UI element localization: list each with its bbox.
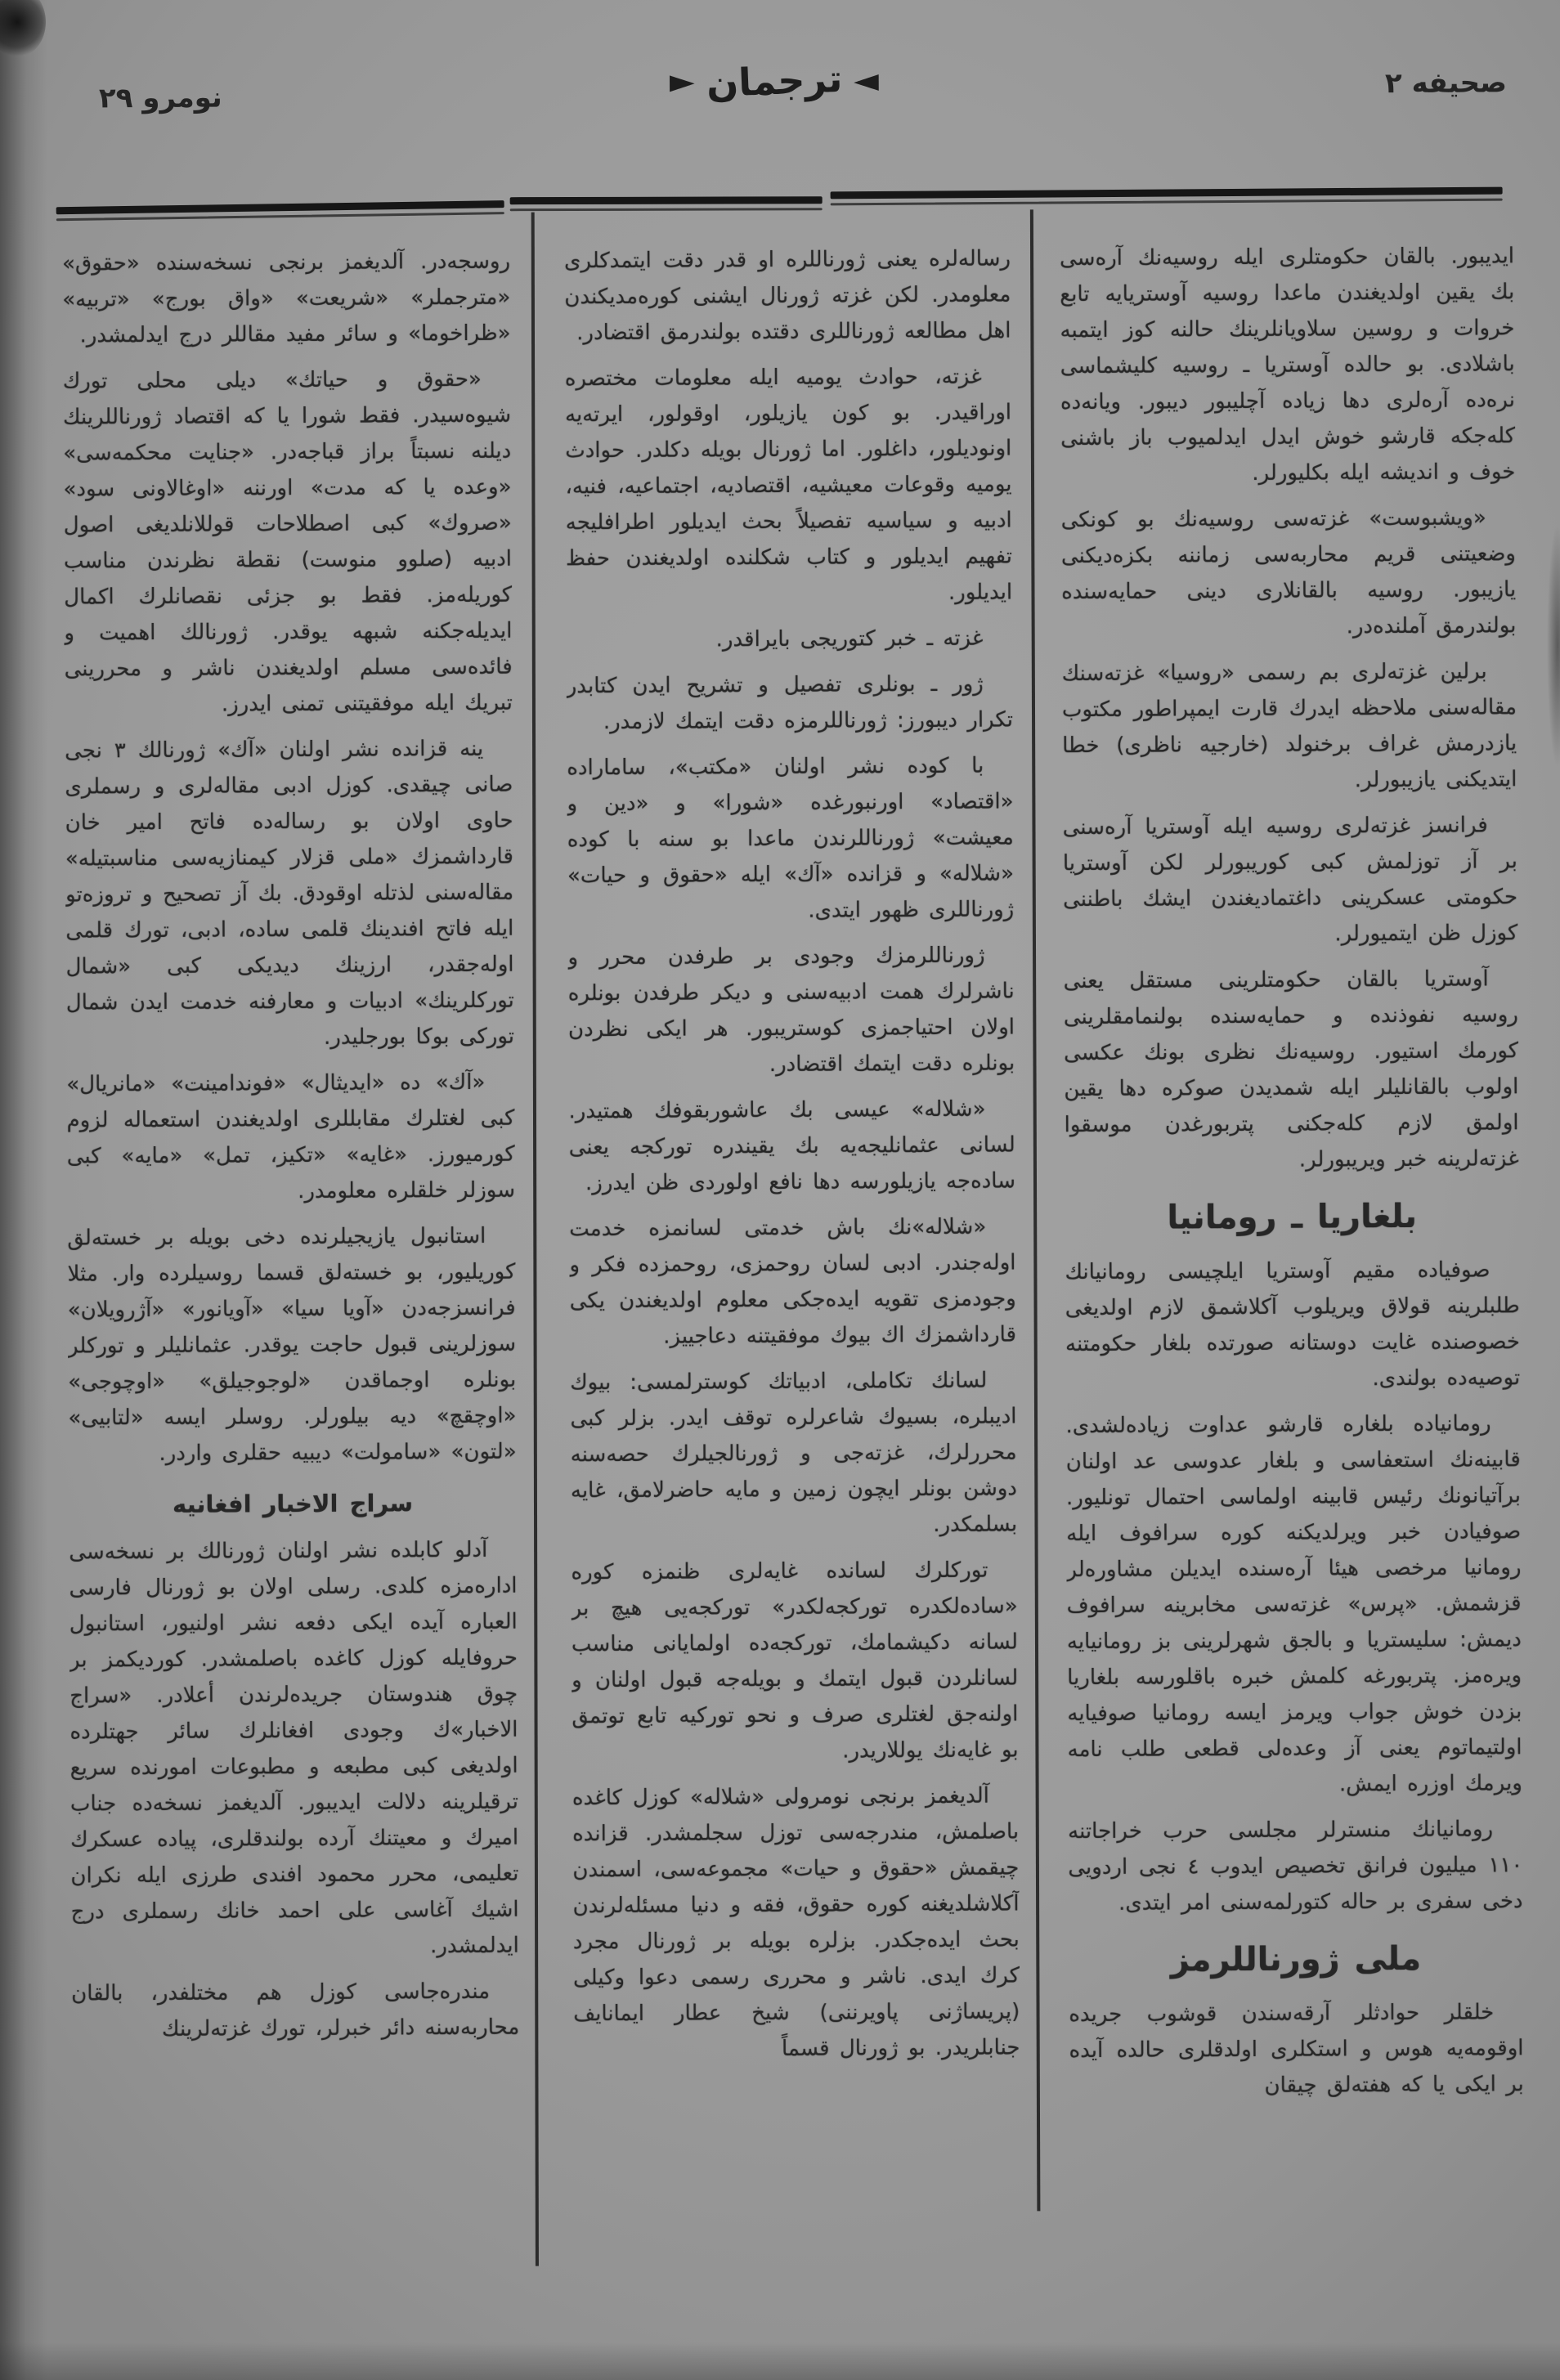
- article-paragraph: فرانسز غزتەلرى روسيه ايله آوستريا آرەسنى بر آز توزلمش كبى كوريبورلر لكن آوستريا حكومتى عسكرينى داغتماديغندن ايشك باطننى كوزل ظن ايتميورلر.: [1062, 813, 1518, 947]
- article-paragraph: رومانيانك منسترلر مجلسى حرب خراجاتنه ١١٠ ميليون فرانق تخصيص ايدوب ٤ نجى اردويى دخى سفرى بر حاله كتورلمەسنى امر ايتدى.: [1068, 1817, 1523, 1916]
- article-paragraph: ژور ـ بونلرى تفصيل و تشريح ايدن كتابدر تكرار ديبورز: ژورناللرمزه دقت ايتمك لازمدر.: [566, 671, 1014, 735]
- column-separator-line: [531, 213, 539, 2266]
- header-rule-segment: [56, 200, 504, 220]
- article-paragraph: ينه قزانده نشر اولنان «آك» ژورنالك ٣ نجى صانى چيقدى. كوزل ادبى مقالەلرى و رسملرى حاوى اولان بو رسالەده فاتح امير خان قارداشمزك «ملى قزلار كيمنازيەسى مناسبتيله» مقالەسنى لذتله اوقودق. بك آز تصحيح و تروزەتو ايله فاتح افندينك قلمى ساده، ادبى، تورك قلمى اولەجقدر، ارزينك ديديكى كبى «شمال توركلرينك» ادبيات و معارفنه خدمت ايدن شمال توركى بوكا بورجليدر.: [65, 736, 515, 1050]
- article-paragraph: آلديغمز برنجى نومرولى «شلاله» كوزل كاغده باصلمش، مندرجەسى توزل سجلمشدر. قزانده چيقمش «حقوق و حيات» مجموعەسى، اسمندن آكلاشلديغنه كوره حقوق، فقه و دنيا مسئلەلرندن بحث ايدەجكدر. بزلره بويله بر ژورنال مجرد كرك ايدى. ناشر و محررى رسمى دعوا وكيلى (پريساژنى پاويرننى) شيخ عطار ايمانايف جنابلريدر. بو ژورنال قسماً: [572, 1783, 1020, 2062]
- section-heading-national-journals: ملى ژورناللرمز: [1170, 1939, 1422, 1979]
- article-paragraph: آوستريا بالقان حكومتلرينى مستقل يعنى روسيه نفوذنده و حمايەسنده بولنمامقلرينى كورمك استيور. روسيەنك نظرى بونك عكسى اولوب بالقانليلر ايله شمديدن صوكره دها يقين اولمق لازم كلەجكنى پتربورغدن موسقوا غزتەلرينه خبر ويريبورلر.: [1063, 966, 1519, 1172]
- column-left: [62, 244, 521, 2339]
- article-paragraph: رومانيادە بلغاره قارشو عداوت زيادەلشدى. قابينەنك استعفاسى و بلغار عدوسى عد اولنان برآتيانونك رئيس قابينه اولماسى احتمال تونليور. صوفيادن خبر ويرلديكنه كوره سرافوف ايله رومانيا مرخصى هيئا آرەسنده ايديلن مشاورەلر قزشمش. «پرس» غزتەسى مخابرينه سرافوف ديمش: سليستريا و بالجق شهرلرينى بز رومانيايه ويرەمز. پتربورغه كلمش خبره باقلورسه بلغاريا بزدن خوش جواب ويرمز ايسه رومانيا صوفيايه اولتيماتوم يعنى آز وعدەلى قطعى طلب نامه ويرمك اوزره ايمش.: [1065, 1411, 1522, 1797]
- article-paragraph: خلقلر حوادثلر آرقەسندن قوشوب جريده اوقومەيه هوس و استكلرى اولدقلرى حالده آيده بر ايكى يا كه هفتەلق چيقان: [1069, 2000, 1524, 2098]
- article-paragraph: «شلاله» عيسى بك عاشوربقوفك همتيدر. لسانى عثمانليجەيه بك يقيندره توركجه يعنى سادەجه يازيلورسه دها نافع اولوردى ظن ايدرز.: [568, 1096, 1016, 1196]
- article-paragraph: مندرەجاسى كوزل هم مختلفدر، بالقان محاربەسنه دائر خبرلر، تورك غزتەلرينك: [71, 1979, 520, 2042]
- masthead-ornament-right-icon: ◄: [853, 61, 879, 100]
- article-paragraph: رسالەلره يعنى ژورناللره او قدر دقت ايتمدكلرى معلومدر. لكن غزته ژورنال ايشنى كورەمديكندن اهل مطالعه ژورناللرى دقتده بولندرمق اقتضادر.: [563, 246, 1011, 346]
- article-paragraph: «شلاله»نك باش خدمتى لسانمزه خدمت اولەجندر. ادبى لسان روحمزى، روحمزده فكر و وجودمزى تقويه ايدەجكى معلوم اولديغندن يكى قارداشمزك اك بيوك موفقيتنه دعاجييز.: [569, 1214, 1017, 1349]
- masthead-ornament-left-icon: ►: [669, 62, 695, 101]
- header-rule-segment: [831, 187, 1503, 205]
- article-paragraph: «ويشبوست» غزتەسى روسيەنك بو كونكى وضعيتنى قريم محاربەسى زماننه بكزەديكنى يازيبور. روسيه بالقانلارى دينى حمايەسنده بولندرمق آملندەدر.: [1060, 505, 1517, 639]
- article-paragraph: روسجەدر. آلديغمز برنجى نسخەسنده «حقوق» «مترجملر» «شريعت» «واق بورج» «تربيه» «ظراخوما» و سائر مفيد مقاللر درج ايدلمشدر.: [61, 249, 511, 348]
- article-paragraph: ايديبور. بالقان حكومتلرى ايله روسيەنك آرەسى بك يقين اولديغندن ماعدا روسيه آوستريايه تابع خروات و روسين سلاويانلرينك حالنه كوز ايتمبه باشلادى. بو حالده آوستريا ـ روسيه كليشماسى نرەده آرەلرى دها زياده آچليبور ديبور. ويانەده كلەجكه قارشو خوش ايدل ايدلميوب باز باشنى خوف و انديشه ايله بكليورلر.: [1059, 244, 1516, 486]
- article-paragraph: برلين غزتەلرى بم رسمى «روسيا» غزتەسنك مقالەسنى ملاحظه ايدرك قارت ايمپراطور مكتوب يازدرمش غراف برخنولد (خارجيه ناظرى) خطا ايتديكنى يازيبورلر.: [1061, 659, 1517, 793]
- article-paragraph: غزته، حوادث يوميه ايله معلومات مختصره اوراقيدر. بو كون يازيلور، اوقولور، ايرتەيه اونوديلور، داغلور. اما ژورنال بويله دكلدر. حوادث يوميه وقوعات معيشيه، اقتصاديه، اجتماعيه، فنيه، ادبيه و سياسيه تفصيلاً بحث ايديلور اطرافليجه تفهيم ايديلور و كتاب شكلنده اولديغندن حفظ ايديلور.: [564, 364, 1013, 605]
- header-rule-segment: [510, 196, 823, 210]
- masthead: [0, 55, 1554, 107]
- article-paragraph: آدلو كابلده نشر اولنان ژورنالك بر نسخەسى ادارەمزه كلدى. رسلى اولان بو ژورنال فارسى العباره آيده ايكى دفعه نشر اولنيور، استانبول حروفايله كوزل كاغده باصلمشدر. كورديكمز بر چوق هندوستان جريدەلرندن أعلادر. «سراج الاخبار»ك وجودى افغانلرك سائر جهتلرده اولديغى كبى مطبعه و مطبوعات امورنده سريع ترقيلرينه دلالت ايديبور. آلديغمز نسخەده جناب اميرك و معيتنك آرده بولندقلرى، پياده عسكرك تعليمى، محرر محمود افندى طرزى ايله نكران اشيك آغاسى على احمد خانك رسملرى درج ايدلمشدر.: [69, 1537, 519, 1959]
- article-paragraph: لسانك تكاملى، ادبياتك كوسترلمسى: بيوك اديبلره، بسيوك شاعرلره توقف ايدر. بزلر كبى محررلرك، غزتەجى و ژورنالجيلرك حصەسنه دوشن بونلر ايچون زمين و مايه حاضرلامق، غايه بسلمكدر.: [570, 1368, 1018, 1538]
- article-paragraph: «آك» ده «ايديثال» «فوندامينت» «مانريال» كبى لغتلرك مقابللرى اولديغندن استعماله لزوم كورميورز. «غايه» «تكيز، تمل» «مايه» كبى سوزلر خلقلره معلومدر.: [66, 1069, 516, 1204]
- section-heading-bulgaria-romania: بلغاريا ـ رومانيا: [1167, 1197, 1418, 1237]
- column-middle: [564, 241, 1021, 2337]
- article-paragraph: غزته ـ خبر كتوريجى بايراقدر.: [715, 625, 984, 652]
- article-paragraph: صوفيادە مقيم آوستريا ايلچيسى رومانيانك طلبلرينه قولاق ويريلوب آكلاشمق لازم اولديغى خصوصنده غايت دوستانه صورتده بلغار حكومتنه توصيەده بولندى.: [1065, 1257, 1521, 1392]
- column-separator-line: [1030, 209, 1041, 2211]
- issue-number-label: نومرو ٢٩: [98, 81, 222, 115]
- article-paragraph: ژورناللرمزك وجودى بر طرفدن محرر و ناشرلرك همت ادبيەسنى و ديكر طرفدن بونلره اولان احتياجمزى كوستريبور. هر ايكى نظردن بونلره دقت ايتمك اقتضادر.: [567, 943, 1015, 1078]
- section-heading-siraj-al-akhbar: سراج الاخبار افغانيه: [172, 1489, 414, 1518]
- page-number-label: صحيفه ٢: [1384, 66, 1508, 101]
- column-right: [1060, 238, 1525, 2333]
- article-paragraph: استانبول يازيجيلرنده دخى بويله بر خستەلق كوريليور، بو خستەلق قسما روسيلرده وار. مثلا فرانسزجەدن «آويا سيا» «آويانور» «آژرويلان» سوزلرينى قبول حاجت يوقدر. عثمانليلر و توركلر بونلره اوجماقدن «لوجوجيلق» «اوچوجى» «اوچقچ» ديه بيلورلر. روسلر ايسه «لتابيى» «لتون» «سامولت» ديبيه حقلرى واردر.: [67, 1223, 517, 1466]
- masthead-title: ترجمان: [705, 56, 844, 106]
- article-paragraph: توركلرك لسانده غايەلرى ظنمزه كوره «سادەلكدره توركجەلكدر» توركجەيى هيچ بر لسانه دكيشمامك، توركجەده اولمايانى مناسب لسانلردن قبول ايتمك و بويلەجه قبول اولنان و اولنەجق لغتلرى صرف و نحو توركيه تابع توتمق بو غايەنك يوللاريدر.: [571, 1558, 1019, 1764]
- article-paragraph: «حقوق و حياتك» ديلى محلى تورك شيوەسيدر. فقط شورا يا كه اقتصاد ژورناللرينك ديلنه نسبتاً براز قباجەدر. «جنايت محكمەسى» «وعده يا كه مدت» اورننه «اوغالاونى سود» «صروك» كبى اصطلاحات قوللانلديغى اصول ادبيه (صلوو منوست) نقطة نظرندن مناسب كوريلەمز. فقط بو جزئى نقصانلرك اكمال ايديلەجكنه شبهه يوقدر. ژورنالك اهميت و فائدەسى مسلم اولديغندن ناشر و محررينى تبريك ايله موفقيتنى تمنى ايدرز.: [62, 366, 513, 717]
- article-paragraph: با كوده نشر اولنان «مكتب»، ساماراده «اقتصاد» اورنبورغده «شورا» و «دين و معيشت» ژورناللرندن ماعدا بو سنه با كوده «شلاله» و قزانده «آك» ايله «حقوق و حيات» ژورناللرى ظهور ايتدى.: [567, 753, 1015, 923]
